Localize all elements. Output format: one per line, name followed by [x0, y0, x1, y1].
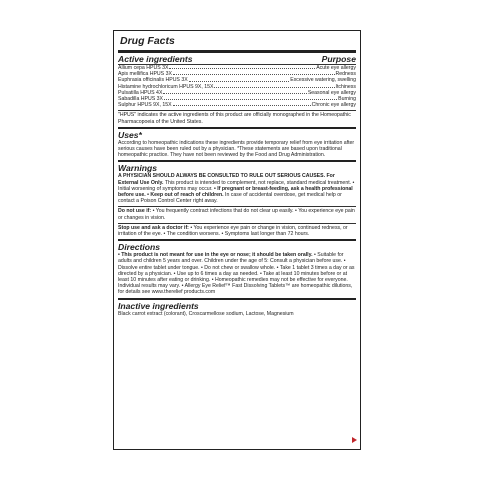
hpus-footnote: "HPUS" indicates the active ingredients of this product are officially monographed in the Homeopathic Pharmacopoeia of the United States.: [118, 112, 351, 125]
warnings-heading: Warnings: [118, 163, 157, 174]
directions-text: • This product is not meant for use in the eye or nose; it should be taken orally. • Suitable for adults and children 5 years and over. Children under the age of 5: Consult a physician before use. • Dissolve entire tablet under tongue. • Do not chew or swallow whole. • Take 1 tablet 3 times a day or as directed by a physician. • Use up to 6 times a day as needed. • Take at least 10 minutes before or at least 10 minutes after eating or drinking. • Homeopathic remedies may not be effective for everyone. Individual results may vary. • Allergy Eye Relief™ Fast Dissolving Tablets™ are homeopathic dilutions, for details see www.therelief products.com: [118, 252, 355, 296]
stop-use: Stop use and ask a doctor if: • You experience eye pain or change in vision, continued redness, or irritation of the eye. • The condition worsens. • Symptoms last longer than 72 hours.: [118, 224, 348, 238]
active-ingredients-heading: Active ingredients: [118, 54, 193, 64]
do-not-use: Do not use if: • You frequently contract infections that do not clear up easily. • You experience eye pain or changes in vision.: [118, 208, 355, 221]
drug-facts-title: Drug Facts: [118, 34, 356, 53]
ingredient-row: Euphrasia officinalis HPUS 3X Excessive watering, swelling: [118, 77, 356, 84]
uses-heading: Uses*: [118, 129, 142, 140]
active-ingredients-header: [118, 53, 356, 64]
ingredient-row: Pulsatilla HPUS 4X Seasonal eye allergy: [118, 89, 356, 96]
drug-facts-panel: [113, 30, 361, 450]
inactive-ingredients-heading: Inactive ingredients: [118, 300, 199, 311]
ingredient-row: Histamine hydrochloricum HPUS 9X, 15X Itchiness: [118, 83, 356, 90]
ingredient-row: Sulphur HPUS 9X, 15X Chronic eye allergy: [118, 102, 356, 109]
continue-arrow-icon: [352, 437, 357, 443]
ingredient-row: Allium cepa HPUS 3X Acute eye allergy: [118, 65, 356, 71]
ingredient-row: Apis mellifica HPUS 3X Redness: [118, 71, 356, 78]
inactive-ingredients-text: Black carrot extract (colorant), Croscarmellose sodium, Lactose, Magnesium: [118, 310, 294, 317]
purpose-heading: Purpose: [321, 54, 356, 64]
ingredient-row: Sabadilla HPUS 3X Burning: [118, 96, 356, 103]
directions-heading: Directions: [118, 242, 161, 253]
active-ingredients-list: [118, 64, 356, 108]
uses-text: According to homeopathic indications these ingredients provide temporary relief from eye irritation after serious causes have been ruled out by a physician. *These statements are based upon traditional homeopathic practice. They have not been reviewed by the Food and Drug Administration.: [118, 139, 355, 159]
warnings-intro: A PHYSICIAN SHOULD ALWAYS BE CONSULTED TO RULE OUT SERIOUS CAUSES. For External Use Only. This product is intended to complement, not replace, standard medical treatment. • Initial worsening of symptoms may occur. • If pregnant or breast-feeding, ask a health professional before use. • Keep out of reach of children. In case of accidental overdose, get medical help or contact a Poison Control Center right away.: [118, 173, 355, 205]
